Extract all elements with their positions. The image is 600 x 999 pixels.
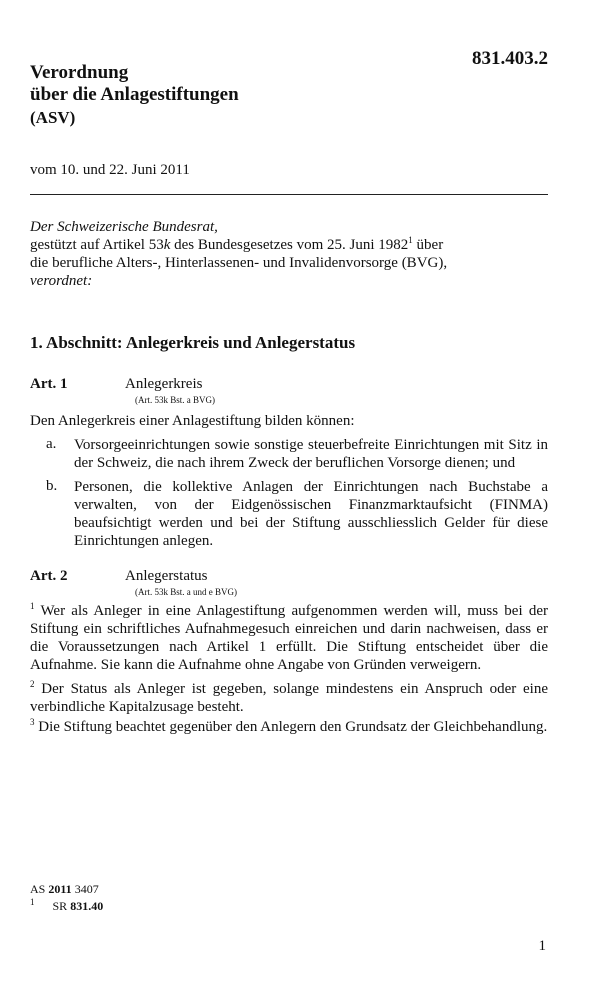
art-1-item-b: Personen, die kollektive Anlagen der Einrichtungen nach Buchstabe a verwalten, von der Eidgenössischen Finanzmarktaufsicht (FINMA) beaufsichtigt werden und bei der Stiftung ausschliesslich Gelder für diese Einrichtungen anlegen. — [74, 479, 548, 549]
paragraph-3-text: Die Stiftung beachtet gegenüber den Anlegern den Grundsatz der Gleichbehandlung. — [34, 719, 548, 735]
preamble-basis — [30, 236, 550, 254]
footnote-sr-ref: 831.40 — [70, 899, 104, 913]
art-1-item-a: Vorsorgeeinrichtungen sowie sonstige steuerbefreite Einrichtungen mit Sitz in der Schweiz, die nach ihrem Zweck der beruflichen Vorsorge dienen; und — [74, 437, 548, 471]
official-compilation-ref — [30, 882, 99, 897]
as-page: 3407 — [71, 882, 99, 896]
paragraph-number-3: 3 — [30, 717, 35, 727]
art-1-item-a-mark: a. — [46, 436, 57, 452]
paragraph-1-text: Wer als Anleger in eine Anlagestiftung aufgenommen werden will, muss bei der Stiftung ein schriftliches Aufnahmegesuch einreichen und darin nachweisen, dass er die Voraussetzungen nach Artikel 1 erfüllt. Die Stiftung entscheidet über die Aufnahme. Sie kann die Aufnahme ohne Angabe von Gründen verweigern. — [30, 603, 548, 673]
page-number: 1 — [538, 938, 546, 954]
header-divider — [30, 194, 548, 195]
paragraph-number-1: 1 — [30, 601, 35, 611]
document-title — [30, 62, 239, 106]
title-line-1: Verordnung — [30, 62, 129, 83]
section-heading: 1. Abschnitt: Anlegerkreis und Anlegerstatus — [30, 333, 356, 352]
footnote-1 — [30, 899, 103, 914]
paragraph-number-2: 2 — [30, 679, 35, 689]
footnote-ref-1[interactable]: 1 — [408, 235, 413, 245]
footnote-mark: 1 — [30, 897, 35, 907]
preamble-basis-line2: die berufliche Alters-, Hinterlassenen- und Invalidenvorsorge (BVG), — [30, 255, 448, 271]
art-1-title: Anlegerkreis — [125, 376, 203, 392]
art-1-item-b-mark: b. — [46, 478, 58, 494]
art-1-reference: (Art. 53k Bst. a BVG) — [135, 395, 215, 405]
basis-start: gestützt auf Artikel 53 — [30, 237, 164, 253]
art-2-label: Art. 2 — [30, 568, 68, 584]
footnote-prefix: SR — [52, 899, 71, 913]
paragraph-2-text: Der Status als Anleger ist gegeben, solange mindestens ein Anspruch oder eine verbindliche Kapitalzusage besteht. — [30, 681, 548, 715]
art-1-intro: Den Anlegerkreis einer Anlagestiftung bilden können: — [30, 413, 355, 429]
enactment-date: vom 10. und 22. Juni 2011 — [30, 162, 190, 178]
basis-k: k — [163, 237, 171, 253]
art-2-reference: (Art. 53k Bst. a und e BVG) — [135, 587, 237, 597]
as-prefix: AS — [30, 882, 49, 896]
art-2-paragraph-3 — [30, 718, 548, 736]
art-1-label: Art. 1 — [30, 376, 68, 392]
basis-mid: des Bundesgesetzes vom 25. Juni 1982 — [170, 237, 409, 253]
title-line-2: über die Anlagestiftungen — [30, 84, 239, 105]
as-year: 2011 — [48, 882, 72, 896]
art-2-paragraph-2 — [30, 680, 548, 716]
abbreviation: (ASV) — [30, 108, 76, 127]
preamble-authority: Der Schweizerische Bundesrat, — [30, 219, 218, 235]
basis-end: über — [412, 237, 444, 253]
preamble-verb: verordnet: — [30, 273, 93, 289]
art-2-paragraph-1 — [30, 602, 548, 674]
art-2-title: Anlegerstatus — [125, 568, 208, 584]
preamble — [30, 218, 550, 290]
sr-number: 831.403.2 — [472, 48, 548, 69]
